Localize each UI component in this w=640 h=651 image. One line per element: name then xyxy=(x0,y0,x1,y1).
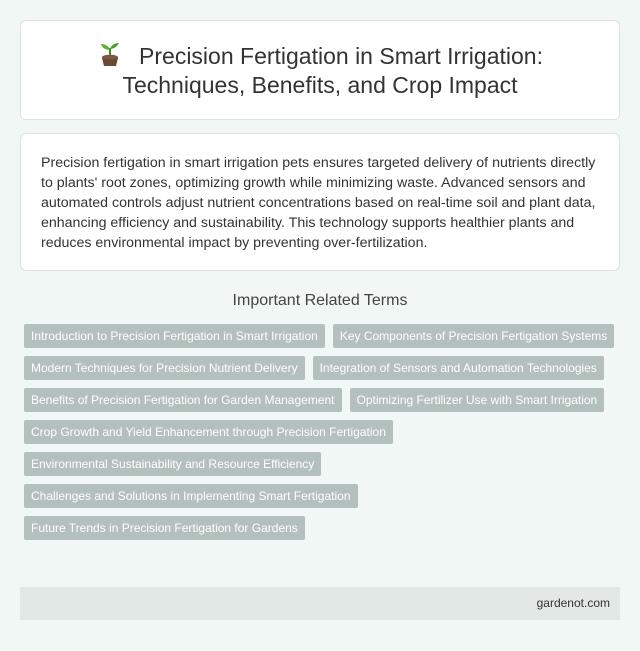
footer xyxy=(20,587,620,620)
page-title-text: Precision Fertigation in Smart Irrigation: Techniques, Benefits, and Crop Impact xyxy=(122,42,543,98)
page-title xyxy=(51,41,589,100)
summary-text: Precision fertigation in smart irrigation pets ensures targeted delivery of nutrients directly to plants' root zones, optimizing growth while minimizing waste. Advanced sensors and automated controls adjust nutrient concentrations based on real-time soil and plant data, enhancing efficiency and sustainability. This technology supports healthier plants and reduces environmental impact by preventing over-fertilization. xyxy=(41,155,596,251)
related-terms-list xyxy=(24,324,620,540)
title-card xyxy=(20,20,620,120)
term-tag[interactable]: Modern Techniques for Precision Nutrient Delivery xyxy=(24,356,305,380)
term-tag[interactable]: Benefits of Precision Fertigation for Garden Management xyxy=(24,388,342,412)
term-tag[interactable]: Crop Growth and Yield Enhancement through Precision Fertigation xyxy=(24,420,393,444)
related-terms-heading: Important Related Terms xyxy=(232,292,408,309)
term-tag[interactable]: Challenges and Solutions in Implementing Smart Fertigation xyxy=(24,484,358,508)
term-tag[interactable]: Optimizing Fertilizer Use with Smart Irrigation xyxy=(350,388,605,412)
term-tag[interactable]: Introduction to Precision Fertigation in Smart Irrigation xyxy=(24,324,325,348)
summary-card xyxy=(20,133,620,271)
footer-site-link[interactable]: gardenot.com xyxy=(536,596,610,610)
term-tag[interactable]: Future Trends in Precision Fertigation for Gardens xyxy=(24,516,305,540)
term-tag[interactable]: Integration of Sensors and Automation Technologies xyxy=(313,356,604,380)
sprout-icon xyxy=(97,41,123,67)
term-tag[interactable]: Key Components of Precision Fertigation Systems xyxy=(333,324,614,348)
term-tag[interactable]: Environmental Sustainability and Resource Efficiency xyxy=(24,452,321,476)
